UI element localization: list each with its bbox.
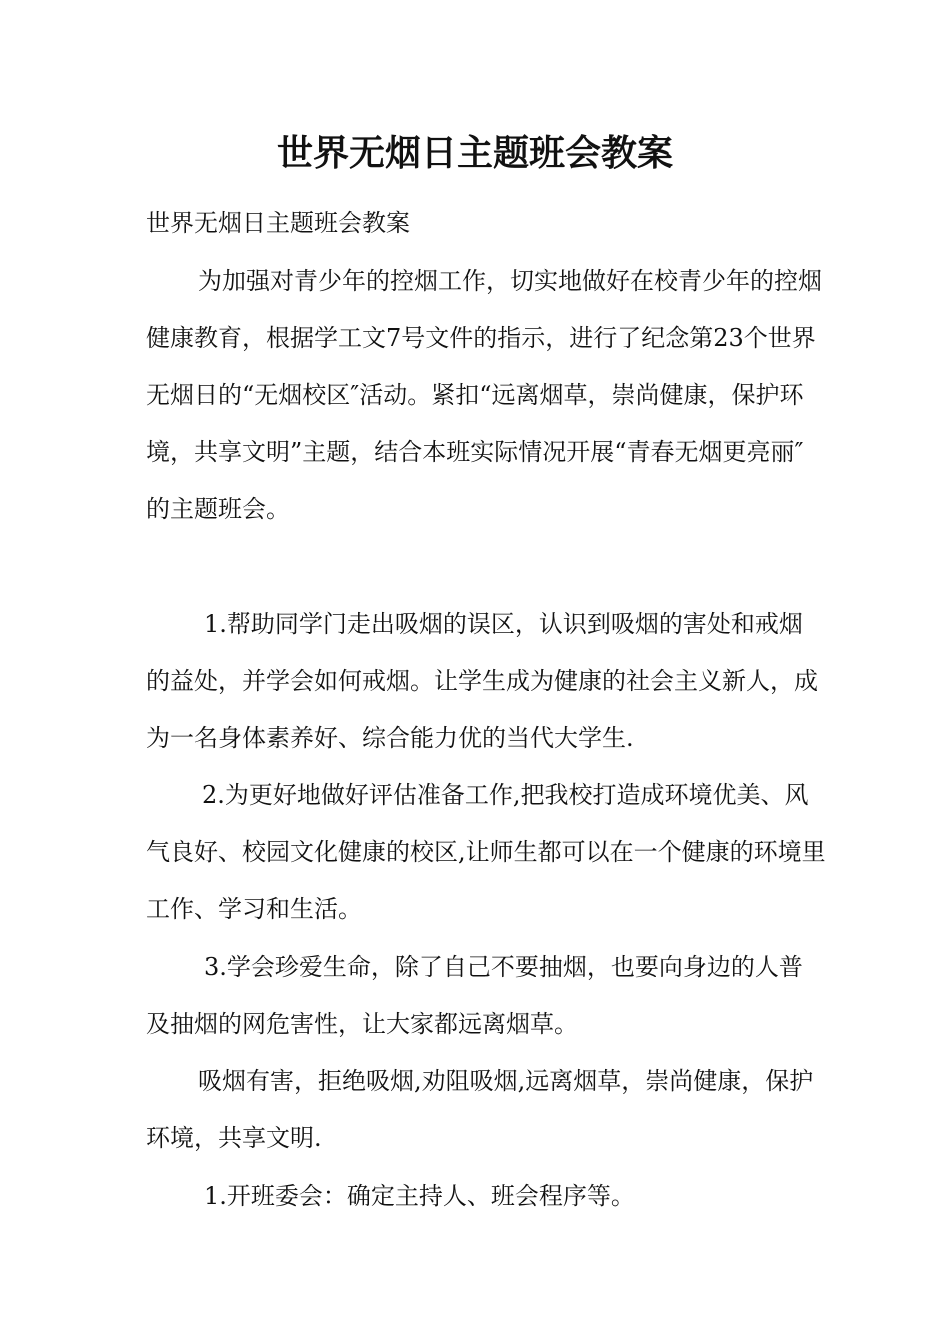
document-title: 世界无烟日主题班会教案 <box>276 132 673 174</box>
paragraph-intro: 为加强对青少年的控烟工作，切实地做好在校青少年的控烟健康教育，根据学工文7号文件的指示，进行了纪念第23个世界无烟日的“无烟校区″活动。紧扣“远离烟草，崇尚健康，保护环境，共享文明”主题，结合本班实际情况开展“青春无烟更亮丽″的主题班会。 <box>146 267 822 523</box>
paragraph-goal-3: 3.学会珍爱生命，除了自己不要抽烟，也要向身边的人普及抽烟的网危害性，让大家都远离烟草。 <box>146 953 803 1038</box>
paragraph-goal-2: 2.为更好地做好评估准备工作,把我校打造成环境优美、风气良好、校园文化健康的校区,让师生都可以在一个健康的环境里工作、学习和生活。 <box>146 781 826 923</box>
document-subtitle: 世界无烟日主题班会教案 <box>146 209 410 237</box>
paragraph-step-1: 1.开班委会：确定主持人、班会程序等。 <box>204 1182 635 1210</box>
paragraph-theme: 吸烟有害，拒绝吸烟,劝阻吸烟,远离烟草，崇尚健康，保护环境，共享文明. <box>146 1067 814 1152</box>
paragraph-goal-1: 1.帮助同学门走出吸烟的误区，认识到吸烟的害处和戒烟的益处，并学会如何戒烟。让学生成为健康的社会主义新人，成为一名身体素养好、综合能力优的当代大学生. <box>146 610 818 752</box>
